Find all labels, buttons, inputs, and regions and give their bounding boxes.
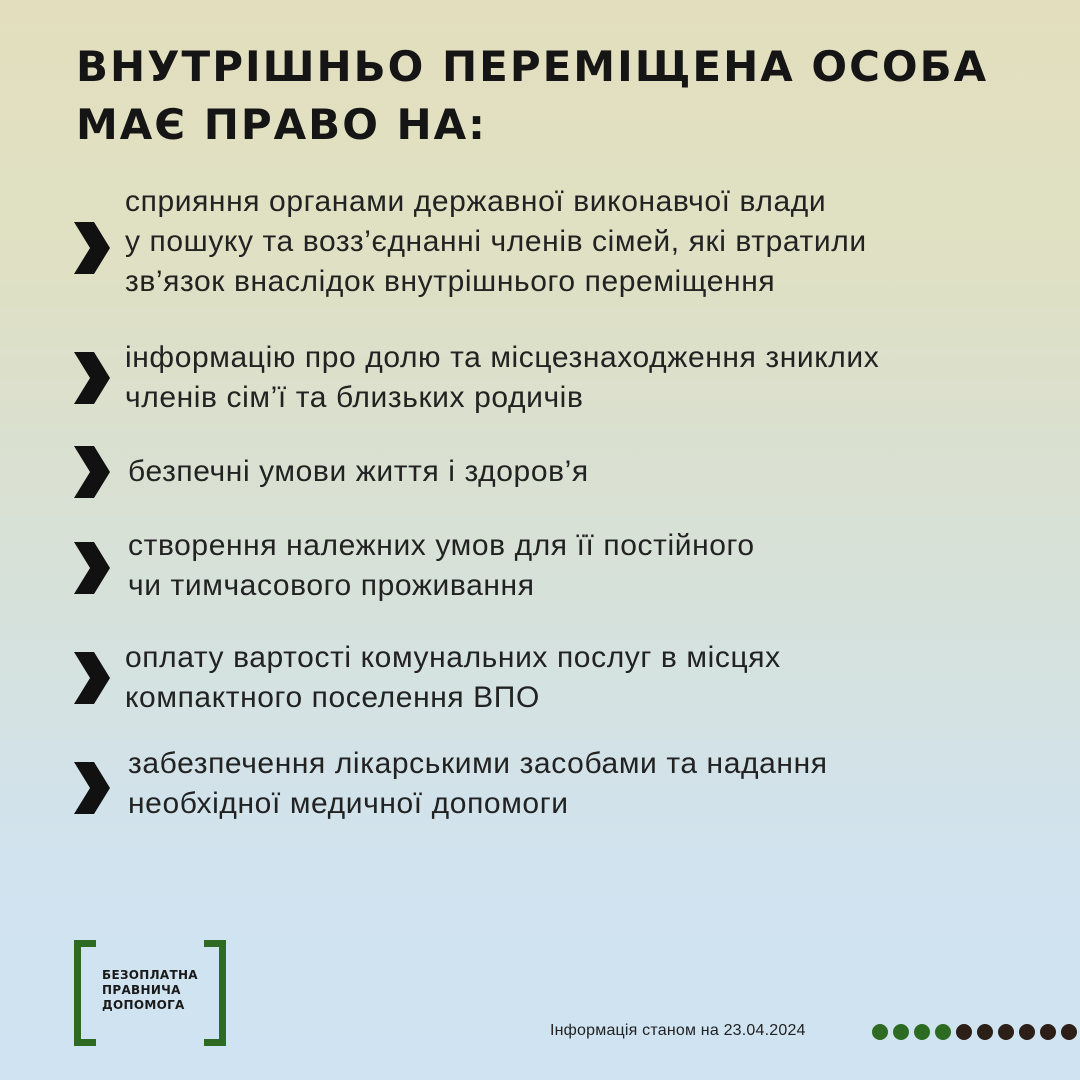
pagination-dot xyxy=(1040,1024,1056,1040)
list-item-text: забезпечення лікарськими засобами та надання необхідної медичної допомоги xyxy=(128,747,828,820)
logo-bracket-left-icon xyxy=(74,940,96,1046)
pagination-dot xyxy=(935,1024,951,1040)
footer-note: Інформація станом на 23.04.2024 xyxy=(550,1022,806,1039)
pagination-dot xyxy=(1061,1024,1077,1040)
title-line: ВНУТРІШНЬО ПЕРЕМІЩЕНА ОСОБА xyxy=(76,42,989,91)
page-title xyxy=(76,38,988,154)
title-line: МАЄ ПРАВО НА: xyxy=(76,100,487,149)
list-item-text: оплату вартості комунальних послуг в місцях компактного поселення ВПО xyxy=(125,641,781,714)
chevron-right-icon xyxy=(72,220,112,276)
list-item-text: створення належних умов для її постійного чи тимчасового проживання xyxy=(128,529,755,602)
pagination-dot xyxy=(893,1024,909,1040)
logo xyxy=(74,940,226,1046)
list-item-text: інформацію про долю та місцезнаходження зниклих членів сім’ї та близьких родичів xyxy=(125,341,880,414)
chevron-right-icon xyxy=(72,444,112,500)
chevron-right-icon xyxy=(72,540,112,596)
pagination-dot xyxy=(998,1024,1014,1040)
pagination-dot xyxy=(977,1024,993,1040)
pagination-dot xyxy=(872,1024,888,1040)
pagination-dot xyxy=(956,1024,972,1040)
chevron-right-icon xyxy=(72,760,112,816)
pagination-dot xyxy=(1019,1024,1035,1040)
logo-bracket-right-icon xyxy=(204,940,226,1046)
list-item-text: сприяння органами державної виконавчої влади у пошуку та возз’єднанні членів сімей, які втратили зв’язок внаслідок внутрішнього переміщення xyxy=(125,185,867,298)
logo-text: БЕЗОПЛАТНА ПРАВНИЧА ДОПОМОГА xyxy=(102,968,198,1012)
chevron-right-icon xyxy=(72,350,112,406)
list-item-text: безпечні умови життя і здоров’я xyxy=(128,455,589,488)
chevron-right-icon xyxy=(72,650,112,706)
pagination-dots xyxy=(872,1024,1077,1040)
pagination-dot xyxy=(914,1024,930,1040)
